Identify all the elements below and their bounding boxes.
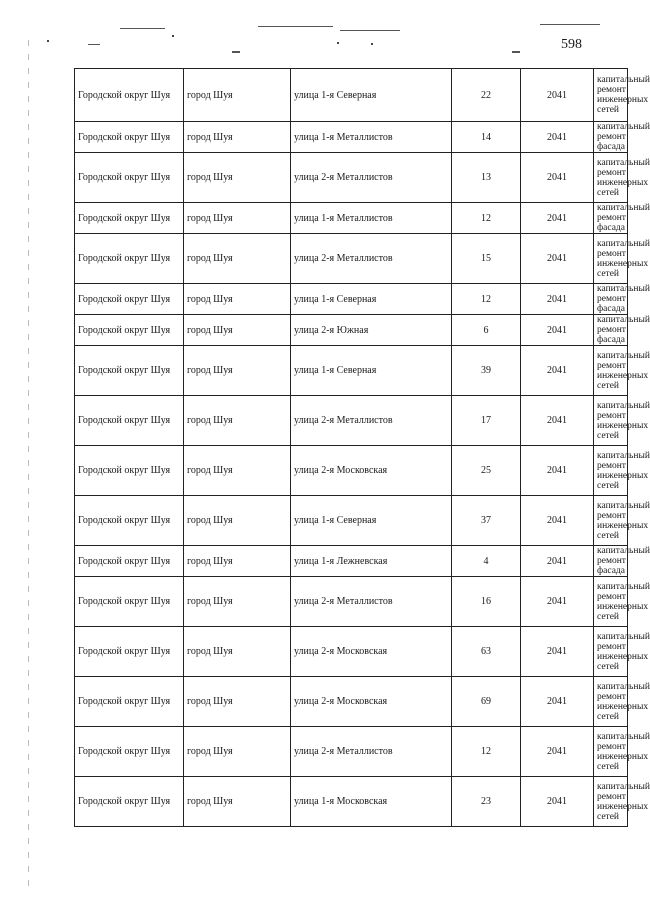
year-cell: 2041 <box>521 284 594 315</box>
year-cell: 2041 <box>521 315 594 346</box>
district-cell: Городской округ Шуя <box>75 446 184 496</box>
street-cell: улица 1-я Лежневская <box>291 546 452 577</box>
table-row <box>75 446 628 496</box>
work-type-cell: капитальный ремонт инженерных сетей <box>594 234 628 284</box>
street-cell: улица 2-я Московская <box>291 446 452 496</box>
scan-dot <box>47 40 49 42</box>
work-type-cell: капитальный ремонт инженерных сетей <box>594 577 628 627</box>
table-row <box>75 396 628 446</box>
year-cell: 2041 <box>521 727 594 777</box>
district-cell: Городской округ Шуя <box>75 122 184 153</box>
work-type-cell: капитальный ремонт фасада <box>594 315 628 346</box>
city-cell: город Шуя <box>184 153 291 203</box>
work-type-cell: капитальный ремонт фасада <box>594 122 628 153</box>
house-number-cell: 12 <box>452 284 521 315</box>
district-cell: Городской округ Шуя <box>75 153 184 203</box>
street-cell: улица 2-я Московская <box>291 677 452 727</box>
street-cell: улица 2-я Металлистов <box>291 727 452 777</box>
house-number-cell: 4 <box>452 546 521 577</box>
district-cell: Городской округ Шуя <box>75 546 184 577</box>
year-cell: 2041 <box>521 777 594 827</box>
district-cell: Городской округ Шуя <box>75 496 184 546</box>
street-cell: улица 2-я Металлистов <box>291 153 452 203</box>
city-cell: город Шуя <box>184 203 291 234</box>
scan-mark <box>88 44 100 45</box>
scan-mark <box>340 30 400 31</box>
city-cell: город Шуя <box>184 627 291 677</box>
table-row <box>75 577 628 627</box>
year-cell: 2041 <box>521 203 594 234</box>
work-type-cell: капитальный ремонт инженерных сетей <box>594 396 628 446</box>
house-number-cell: 69 <box>452 677 521 727</box>
work-type-cell: капитальный ремонт инженерных сетей <box>594 446 628 496</box>
year-cell: 2041 <box>521 396 594 446</box>
district-cell: Городской округ Шуя <box>75 777 184 827</box>
scan-mark <box>232 51 240 53</box>
table-row <box>75 203 628 234</box>
city-cell: город Шуя <box>184 677 291 727</box>
street-cell: улица 1-я Северная <box>291 496 452 546</box>
city-cell: город Шуя <box>184 496 291 546</box>
table-row <box>75 677 628 727</box>
work-type-cell: капитальный ремонт фасада <box>594 546 628 577</box>
house-number-cell: 25 <box>452 446 521 496</box>
city-cell: город Шуя <box>184 777 291 827</box>
house-number-cell: 63 <box>452 627 521 677</box>
work-type-cell: капитальный ремонт инженерных сетей <box>594 677 628 727</box>
table-row <box>75 546 628 577</box>
street-cell: улица 1-я Московская <box>291 777 452 827</box>
table-row <box>75 627 628 677</box>
district-cell: Городской округ Шуя <box>75 203 184 234</box>
house-number-cell: 22 <box>452 69 521 122</box>
district-cell: Городской округ Шуя <box>75 234 184 284</box>
table-row <box>75 315 628 346</box>
work-type-cell: капитальный ремонт инженерных сетей <box>594 627 628 677</box>
scan-mark <box>512 51 520 53</box>
district-cell: Городской округ Шуя <box>75 346 184 396</box>
city-cell: город Шуя <box>184 346 291 396</box>
district-cell: Городской округ Шуя <box>75 284 184 315</box>
street-cell: улица 1-я Металлистов <box>291 203 452 234</box>
house-number-cell: 23 <box>452 777 521 827</box>
scan-mark <box>120 28 165 29</box>
house-number-cell: 39 <box>452 346 521 396</box>
table-row <box>75 346 628 396</box>
district-cell: Городской округ Шуя <box>75 627 184 677</box>
scan-margin-line <box>28 40 29 890</box>
district-cell: Городской округ Шуя <box>75 69 184 122</box>
year-cell: 2041 <box>521 496 594 546</box>
district-cell: Городской округ Шуя <box>75 315 184 346</box>
year-cell: 2041 <box>521 122 594 153</box>
house-number-cell: 12 <box>452 727 521 777</box>
work-type-cell: капитальный ремонт фасада <box>594 284 628 315</box>
house-number-cell: 15 <box>452 234 521 284</box>
street-cell: улица 2-я Металлистов <box>291 396 452 446</box>
street-cell: улица 2-я Металлистов <box>291 577 452 627</box>
work-type-cell: капитальный ремонт инженерных сетей <box>594 69 628 122</box>
house-number-cell: 17 <box>452 396 521 446</box>
work-type-cell: капитальный ремонт инженерных сетей <box>594 496 628 546</box>
table-body <box>75 69 650 827</box>
street-cell: улица 1-я Северная <box>291 346 452 396</box>
scan-mark <box>540 24 600 25</box>
house-number-cell: 6 <box>452 315 521 346</box>
year-cell: 2041 <box>521 234 594 284</box>
table-row <box>75 727 628 777</box>
house-number-cell: 16 <box>452 577 521 627</box>
house-number-cell: 37 <box>452 496 521 546</box>
scan-dot <box>172 35 174 37</box>
scan-mark <box>258 26 333 27</box>
work-type-cell: капитальный ремонт инженерных сетей <box>594 727 628 777</box>
district-cell: Городской округ Шуя <box>75 396 184 446</box>
year-cell: 2041 <box>521 627 594 677</box>
year-cell: 2041 <box>521 446 594 496</box>
city-cell: город Шуя <box>184 284 291 315</box>
district-cell: Городской округ Шуя <box>75 577 184 627</box>
work-type-cell: капитальный ремонт инженерных сетей <box>594 153 628 203</box>
city-cell: город Шуя <box>184 546 291 577</box>
table-row <box>75 234 628 284</box>
street-cell: улица 1-я Северная <box>291 284 452 315</box>
district-cell: Городской округ Шуя <box>75 727 184 777</box>
district-cell: Городской округ Шуя <box>75 677 184 727</box>
street-cell: улица 2-я Металлистов <box>291 234 452 284</box>
house-number-cell: 12 <box>452 203 521 234</box>
table-row <box>75 153 628 203</box>
scan-dot <box>337 42 339 44</box>
year-cell: 2041 <box>521 346 594 396</box>
city-cell: город Шуя <box>184 234 291 284</box>
city-cell: город Шуя <box>184 315 291 346</box>
year-cell: 2041 <box>521 546 594 577</box>
table-row <box>75 284 628 315</box>
work-type-cell: капитальный ремонт фасада <box>594 203 628 234</box>
street-cell: улица 1-я Металлистов <box>291 122 452 153</box>
table-row <box>75 122 628 153</box>
street-cell: улица 1-я Северная <box>291 69 452 122</box>
house-number-cell: 13 <box>452 153 521 203</box>
year-cell: 2041 <box>521 677 594 727</box>
house-number-cell: 14 <box>452 122 521 153</box>
city-cell: город Шуя <box>184 396 291 446</box>
table-row <box>75 496 628 546</box>
street-cell: улица 2-я Московская <box>291 627 452 677</box>
city-cell: город Шуя <box>184 69 291 122</box>
table-row <box>75 777 628 827</box>
city-cell: город Шуя <box>184 727 291 777</box>
table-row <box>75 69 628 122</box>
city-cell: город Шуя <box>184 122 291 153</box>
work-type-cell: капитальный ремонт инженерных сетей <box>594 346 628 396</box>
year-cell: 2041 <box>521 69 594 122</box>
buildings-table <box>74 68 650 827</box>
street-cell: улица 2-я Южная <box>291 315 452 346</box>
city-cell: город Шуя <box>184 446 291 496</box>
work-type-cell: капитальный ремонт инженерных сетей <box>594 777 628 827</box>
page-number: 598 <box>561 37 582 52</box>
city-cell: город Шуя <box>184 577 291 627</box>
scan-dot <box>371 43 373 45</box>
year-cell: 2041 <box>521 153 594 203</box>
year-cell: 2041 <box>521 577 594 627</box>
